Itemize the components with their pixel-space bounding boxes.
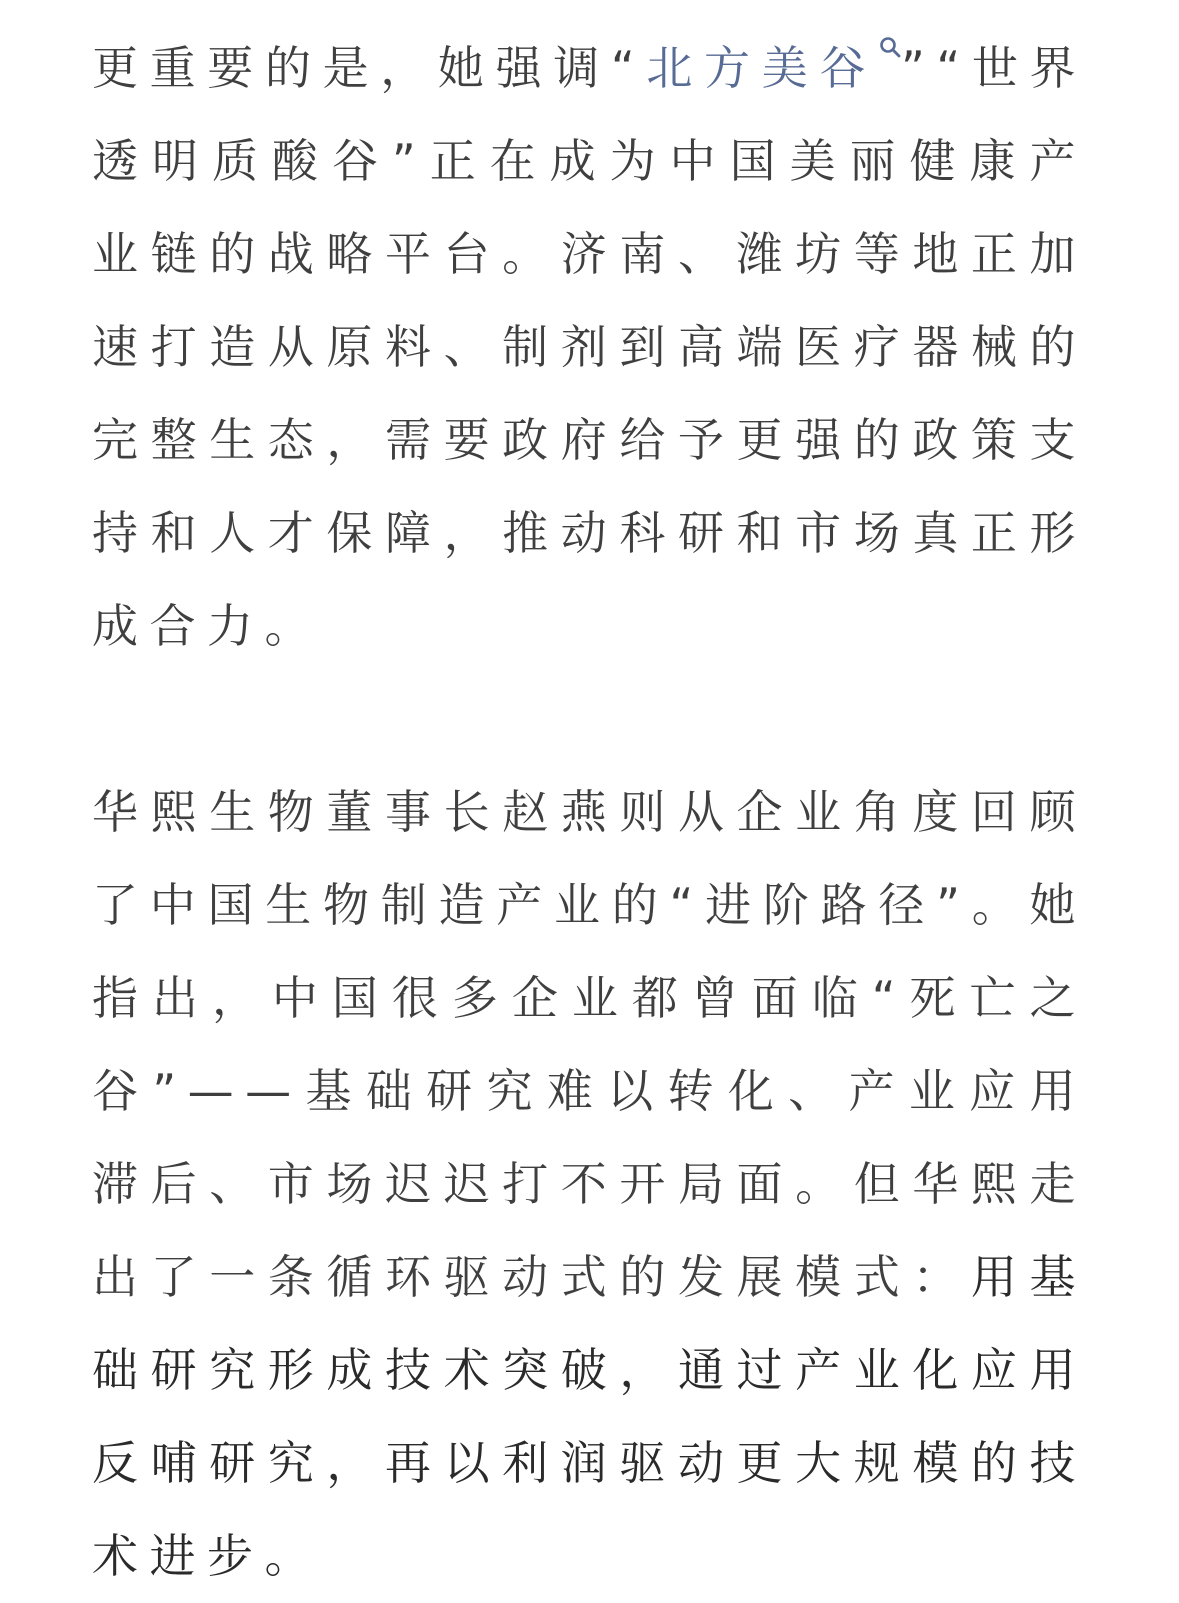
paragraph-1-text-after-link: ”“世界透明质酸谷”正在成为中国美丽健康产业链的战略平台。济南、潍坊等地正加速打造从原料、制剂到高端医疗器械的完整生态，需要政府给予更强的政策支持和人才保障，推动科研和市场真正形成合力。 bbox=[92, 41, 1087, 653]
paragraph-1-text-before-link: 更重要的是，她强调“ bbox=[92, 41, 647, 95]
article-body bbox=[92, 22, 1087, 1603]
keyword-search-link[interactable] bbox=[646, 41, 901, 95]
paragraph-2-emphasis: 用基础研究形成技术突破，通过产业化应用反哺研究，再以利润驱动更大规模的技术进步。 bbox=[92, 1250, 1087, 1583]
paragraph-1 bbox=[92, 22, 1087, 673]
paragraph-2 bbox=[92, 766, 1087, 1603]
keyword-link-text[interactable]: 北方美谷 bbox=[646, 41, 878, 95]
search-icon[interactable] bbox=[879, 36, 901, 58]
paragraph-2-text: 华熙生物董事长赵燕则从企业角度回顾了中国生物制造产业的“进阶路径”。她指出，中国很多企业都曾面临“死亡之谷”——基础研究难以转化、产业应用滞后、市场迟迟打不开局面。但华熙走出了一条循环驱动式的发展模式： bbox=[92, 785, 1087, 1304]
